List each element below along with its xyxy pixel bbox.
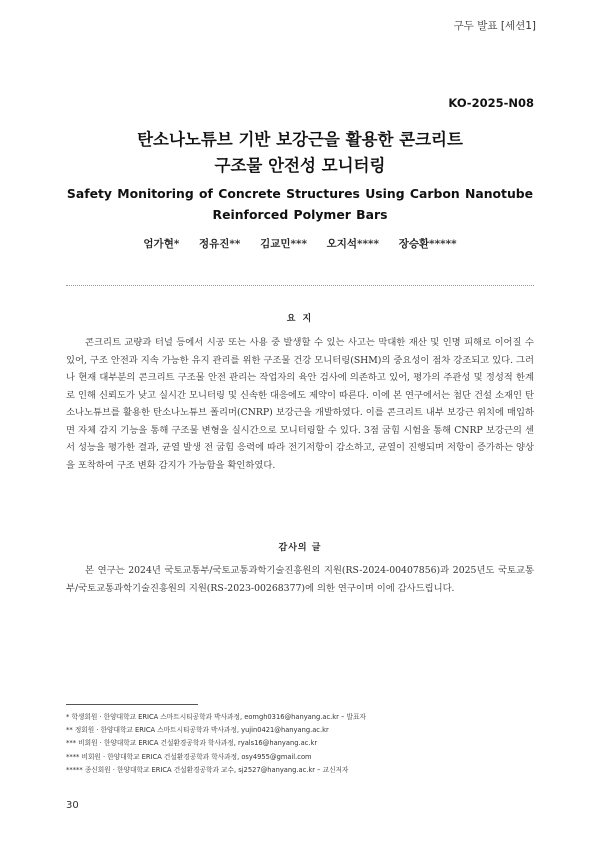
footnote-3: *** 비회원 · 한양대학교 ERICA 건설환경공학과 학사과정, ryals16@hanyang.ac.kr (66, 739, 318, 748)
english-title-line-1: Safety Monitoring of Concrete Structures Using Carbon Nanotube (66, 186, 534, 201)
korean-title (0, 127, 600, 179)
session-label: 구두 발표 [세션1] (453, 20, 536, 32)
korean-title-line-1: 탄소나노튜브 기반 보강근을 활용한 콘크리트 (137, 130, 463, 149)
footnote-1: * 학생회원 · 한양대학교 ERICA 스마트시티공학과 박사과정, eomgh0316@hanyang.ac.kr – 발표자 (66, 713, 366, 721)
author-list (0, 236, 600, 251)
english-title (0, 183, 600, 225)
author-1: 엄가현* (143, 238, 180, 250)
acknowledgement-heading: 감사의 글 (278, 543, 322, 553)
author-2: 정유진** (198, 238, 241, 250)
english-title-line-2: Reinforced Polymer Bars (212, 207, 388, 222)
author-5: 장승환***** (398, 238, 457, 250)
abstract-heading: 요 지 (286, 314, 314, 324)
footnote-2: ** 정회원 · 한양대학교 ERICA 스마트시티공학과 박사과정, yujin0421@hanyang.ac.kr (66, 726, 329, 735)
abstract-text: 콘크리트 교량과 터널 등에서 시공 또는 사용 중 발생할 수 있는 사고는 막대한 재산 및 인명 피해로 이어질 수 있어, 구조 안전과 지속 가능한 유지 관리를 위한 구조물 건강 모니터링(SHM)의 중요성이 점차 강조되고 있다. 그러나 현재 대부분의 콘크리트 구조물 안전 관리는 작업자의 육안 검사에 의존하고 있어, 평가의 주관성 및 정성적 한계로 인해 신뢰도가 낮고 실시간 모니터링 및 신속한 대응에도 제약이 따른다. 이에 본 연구에서는 첨단 건설 소재인 탄소나노튜브를 활용한 탄소나노튜브 폴리머(CNRP) 보강근을 개발하였다. 이를 콘크리트 내부 보강근 위치에 매입하면 자체 감지 기능을 통해 구조물 변형을 실시간으로 모니터링할 수 있다. 3점 굽힘 시험을 통해 CNRP 보강근의 센서 성능을 평가한 결과, 균열 발생 전 굽힘 응력에 따라 전기저항이 감소하고, 균열이 진행되며 저항이 증가하는 양상을 포착하여 구조 변화 감지가 가능함을 확인하였다. (66, 337, 534, 471)
author-4: 오지석**** (326, 238, 380, 250)
footnote-rule (66, 704, 198, 705)
footnote-4: **** 비회원 · 한양대학교 ERICA 건설환경공학과 학사과정, osy4955@gmail.com (66, 752, 312, 761)
author-3: 김교민*** (260, 238, 307, 250)
page-number: 30 (66, 800, 79, 811)
section-divider (66, 285, 534, 286)
footnote-5: ***** 종신회원 · 한양대학교 ERICA 건설환경공학과 교수, sj2527@hanyang.ac.kr – 교신저자 (66, 765, 349, 774)
korean-title-line-2: 구조물 안전성 모니터링 (214, 156, 386, 175)
paper-code: KO-2025-N08 (448, 96, 534, 110)
footnotes (66, 711, 546, 777)
acknowledgement-text: 본 연구는 2024년 국토교통부/국토교통과학기술진흥원의 지원(RS-2024-00407856)과 2025년도 국토교통부/국토교통과학기술진흥원의 지원(RS-2023-00268377)에 의한 연구이며 이에 감사드립니다. (66, 565, 534, 594)
